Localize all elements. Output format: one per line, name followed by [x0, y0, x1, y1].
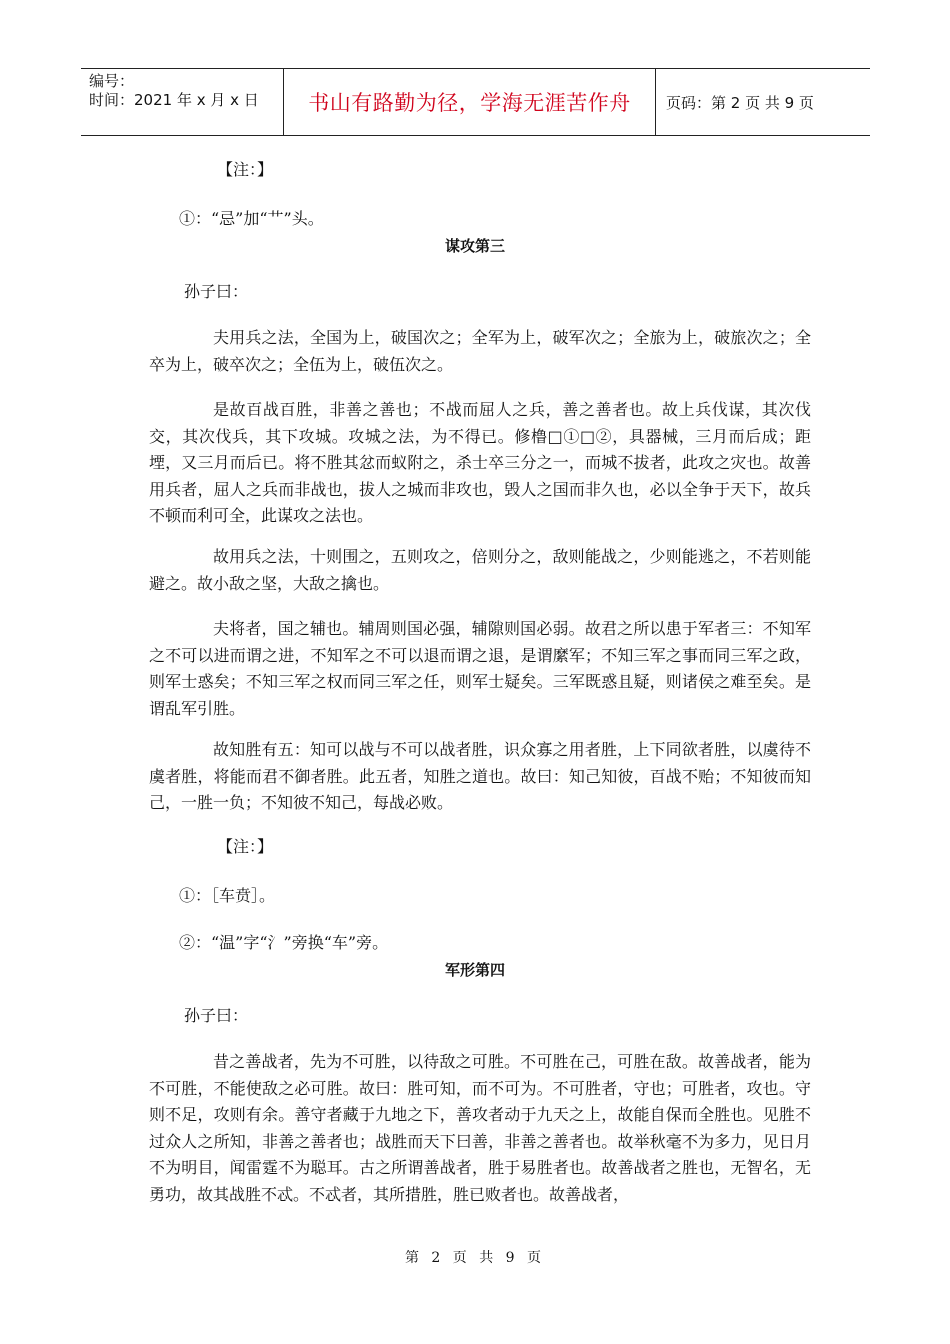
paragraph: 夫将者，国之辅也。辅周则国必强，辅隙则国必弱。故君之所以患于军者三：不知军之不可以进而谓之进，不知军之不可以退而谓之退，是谓縻军；不知三军之事而同三军之政，则军士惑矣；不知三军之权而同三军之任，则军士疑矣。三军既惑且疑，则诸侯之难至矣。是谓乱军引胜。 [149, 619, 811, 718]
header-meta [81, 69, 283, 135]
paragraph: 昔之善战者，先为不可胜，以待敌之可胜。不可胜在己，可胜在敌。故善战者，能为不可胜，不能使敌之必可胜。故曰：胜可知，而不可为。不可胜者，守也；可胜者，攻也。守则不足，攻则有余。善守者藏于九地之下，善攻者动于九天之上，故能自保而全胜也。见胜不过众人之所知，非善之善者也；战胜而天下曰善，非善之善者也。故举秋毫不为多力，见日月不为明目，闻雷霆不为聪耳。古之所谓善战者，胜于易胜者也。故善战者之胜也，无智名，无勇功，故其战胜不忒。不忒者，其所措胜，胜已败者也。故善战者， [149, 1052, 811, 1204]
note-item: ②：“温”字“氵”旁换“车”旁。 [179, 933, 389, 952]
note-item: ①：“忌”加“艹”头。 [179, 209, 324, 228]
paragraph: 夫用兵之法，全国为上，破国次之；全军为上，破军次之；全旅为上，破旅次之；全卒为上，破卒次之；全伍为上，破伍次之。 [149, 328, 811, 374]
note-label: 【注：】 [217, 160, 274, 179]
header-motto: 书山有路勤为径，学海无涯苦作舟 [283, 69, 656, 135]
document-number-label: 编号： [89, 72, 135, 90]
chapter-title: 谋攻第三 [444, 237, 505, 255]
note-label: 【注：】 [217, 837, 274, 856]
note-item: ①：［车贲］。 [179, 886, 276, 905]
chapter-intro: 孙子曰： [184, 1006, 249, 1025]
paragraph: 故用兵之法，十则围之，五则攻之，倍则分之，敌则能战之，少则能逃之，不若则能避之。故小敌之坚，大敌之擒也。 [149, 547, 811, 593]
page-footer: 第 2 页 共 9 页 [404, 1250, 546, 1266]
chapter-intro: 孙子曰： [184, 282, 249, 301]
document-time-label: 时间：2021 年 x 月 x 日 [89, 91, 259, 109]
header-page-label: 页码：第 2 页 共 9 页 [666, 93, 814, 112]
paragraph: 故知胜有五：知可以战与不可以战者胜，识众寡之用者胜，上下同欲者胜，以虞待不虞者胜，将能而君不御者胜。此五者，知胜之道也。故曰：知己知彼，百战不贻；不知彼而知己，一胜一负；不知彼不知己，每战必败。 [149, 740, 811, 812]
paragraph: 是故百战百胜，非善之善也；不战而屈人之兵，善之善者也。故上兵伐谋，其次伐交，其次伐兵，其下攻城。攻城之法，为不得已。修橹□①□②，具器械，三月而后成；距堙，又三月而后已。将不胜其忿而蚁附之，杀士卒三分之一，而城不拔者，此攻之灾也。故善用兵者，屈人之兵而非战也，拔人之城而非攻也，毁人之国而非久也，必以全争于天下，故兵不顿而利可全，此谋攻之法也。 [149, 400, 811, 525]
chapter-title: 军形第四 [444, 961, 505, 979]
document-header [81, 68, 870, 136]
